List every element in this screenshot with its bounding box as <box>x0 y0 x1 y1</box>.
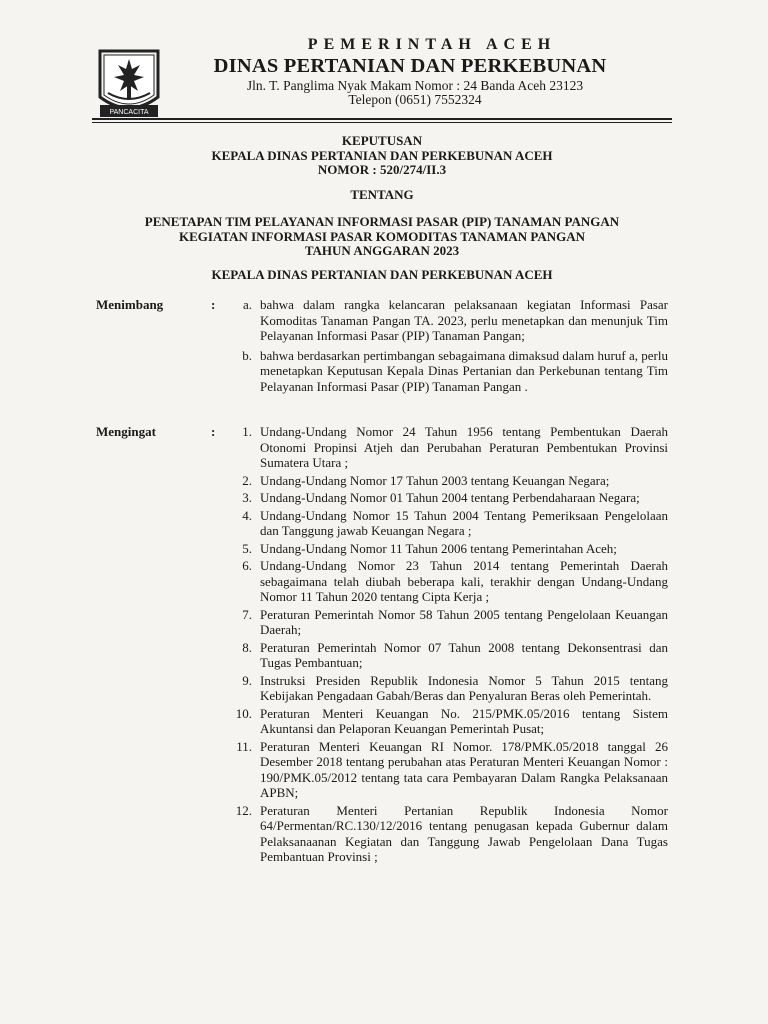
list-item <box>222 803 668 865</box>
subject-line-2: KEGIATAN INFORMASI PASAR KOMODITAS TANAMAN PANGAN <box>178 228 585 244</box>
list-item <box>222 673 668 704</box>
list-item <box>222 739 668 801</box>
list-item-number: 5. <box>242 540 252 556</box>
list-item-text: bahwa dalam rangka kelancaran pelaksanaan kegiatan Informasi Pasar Komoditas Tanaman Pangan TA. 2023, perlu menetapkan dan menunjuk Tim Pelayanan Informasi Pasar (PIP) Tanaman Pangan; <box>260 297 668 343</box>
list-item-text: Peraturan Pemerintah Nomor 07 Tahun 2008 tentang Dekonsentrasi dan Tugas Pembantuan; <box>260 639 668 670</box>
list-item <box>222 607 668 638</box>
aceh-coat-of-arms-logo <box>94 47 164 121</box>
list-item-number: a. <box>242 297 252 312</box>
list-item-number: 11. <box>236 738 252 754</box>
list-item <box>222 706 668 737</box>
list-item-number: 1. <box>242 424 252 439</box>
menimbang-label: Menimbang <box>96 297 164 312</box>
list-item-number: 6. <box>242 558 252 573</box>
agency-address-block <box>180 79 650 107</box>
subject-line-1: PENETAPAN TIM PELAYANAN INFORMASI PASAR (PIP) TANAMAN PANGAN <box>144 214 620 229</box>
list-item-number: 4. <box>242 507 252 523</box>
list-item-text: Peraturan Menteri Keuangan No. 215/PMK.05/2016 tentang Sistem Akuntansi dan Pelaporan Keuangan Pemerintah Pusat; <box>260 705 668 736</box>
government-name: PEMERINTAH ACEH <box>307 36 557 53</box>
list-item <box>222 640 668 671</box>
list-item <box>222 558 668 605</box>
list-item-number: 9. <box>242 672 252 688</box>
list-item-text: Undang-Undang Nomor 15 Tahun 2004 Tentang Pemeriksaan Pengelolaan dan Tanggung jawab Keuangan Negara ; <box>260 507 668 538</box>
logo-banner-text: PANCACITA <box>109 109 149 116</box>
list-item-text: bahwa berdasarkan pertimbangan sebagaimana dimaksud dalam huruf a, perlu menetapkan Keputusan Kepala Dinas Pertanian dan Perkebunan tentang Tim Pelayanan Informasi Pasar (PIP) Tanaman Pangan . <box>260 347 668 394</box>
letterhead-rule-thin <box>92 122 672 123</box>
list-item <box>222 348 668 395</box>
about-label: TENTANG <box>350 187 414 202</box>
list-item-text: Undang-Undang Nomor 01 Tahun 2004 tentang Perbendaharaan Negara; <box>260 490 640 505</box>
list-item <box>222 473 668 489</box>
decree-issuer-line: KEPALA DINAS PERTANIAN DAN PERKEBUNAN ACEH <box>211 147 553 163</box>
decree-label: KEPUTUSAN <box>341 133 423 148</box>
issuer-heading: KEPALA DINAS PERTANIAN DAN PERKEBUNAN ACEH <box>211 267 553 282</box>
address-line: Jln. T. Panglima Nyak Makam Nomor : 24 Banda Aceh 23123 <box>246 78 584 93</box>
list-item-text: Instruksi Presiden Republik Indonesia Nomor 5 Tahun 2015 tentang Kebijakan Pengadaan Gabah/Beras dan Penyaluran Beras oleh Pemerintah. <box>260 672 668 703</box>
list-item-number: 3. <box>242 490 252 505</box>
mengingat-list <box>222 424 668 867</box>
decree-heading <box>92 134 672 178</box>
list-item <box>222 490 668 506</box>
list-item-number: 8. <box>242 639 252 655</box>
list-item <box>222 297 668 344</box>
list-item-number: 10. <box>235 705 252 721</box>
mengingat-colon: : <box>211 424 216 439</box>
list-item <box>222 424 668 471</box>
list-item-text: Peraturan Menteri Keuangan RI Nomor. 178/PMK.05/2018 tanggal 26 Desember 2018 tentang perubahan atas Peraturan Menteri Keuangan Nomor : 190/PMK.05/2012 tentang tata cara Pembayaran Dalam Rangka Pelaksanaan APBN; <box>260 738 668 800</box>
list-item-number: b. <box>242 347 252 363</box>
list-item-text: Undang-Undang Nomor 24 Tahun 1956 tentang Pembentukan Daerah Otonomi Propinsi Atjeh dan Perubahan Peraturan Pembentukan Provinsi Sumatera Utara ; <box>260 424 668 470</box>
agency-name: DINAS PERTANIAN DAN PERKEBUNAN <box>213 55 607 77</box>
list-item-text: Peraturan Menteri Pertanian Republik Indonesia Nomor 64/Permentan/RC.130/12/2016 tentang penugasan kepada Gubernur dalam Pelaksanaanan Kegiatan dan Tanggung Jawab Pengelolaan Dana Tugas Pembantuan Provinsi ; <box>260 802 668 864</box>
list-item <box>222 541 668 557</box>
list-item-number: 2. <box>242 472 252 488</box>
phone-line: Telepon (0651) 7552324 <box>348 92 482 107</box>
list-item-text: Peraturan Pemerintah Nomor 58 Tahun 2005 tentang Pengelolaan Keuangan Daerah; <box>260 606 668 637</box>
list-item-number: 12. <box>235 802 252 818</box>
list-item <box>222 508 668 539</box>
decree-number: NOMOR : 520/274/II.3 <box>317 162 447 177</box>
mengingat-label: Mengingat <box>96 424 156 439</box>
list-item-text: Undang-Undang Nomor 23 Tahun 2014 tentang Pemerintah Daerah sebagaimana telah diubah beberapa kali, terakhir dengan Undang-Undang Nomor 11 Tahun 2020 tentang Cipta Kerja ; <box>260 558 668 604</box>
list-item-text: Undang-Undang Nomor 17 Tahun 2003 tentang Keuangan Negara; <box>260 472 610 488</box>
letterhead-rule-thick <box>92 118 672 120</box>
decree-subject <box>92 215 672 259</box>
list-item-text: Undang-Undang Nomor 11 Tahun 2006 tentang Pemerintahan Aceh; <box>260 540 617 556</box>
subject-line-3: TAHUN ANGGARAN 2023 <box>304 243 460 258</box>
list-item-number: 7. <box>242 606 252 622</box>
menimbang-list <box>222 297 668 396</box>
menimbang-colon: : <box>211 297 216 312</box>
